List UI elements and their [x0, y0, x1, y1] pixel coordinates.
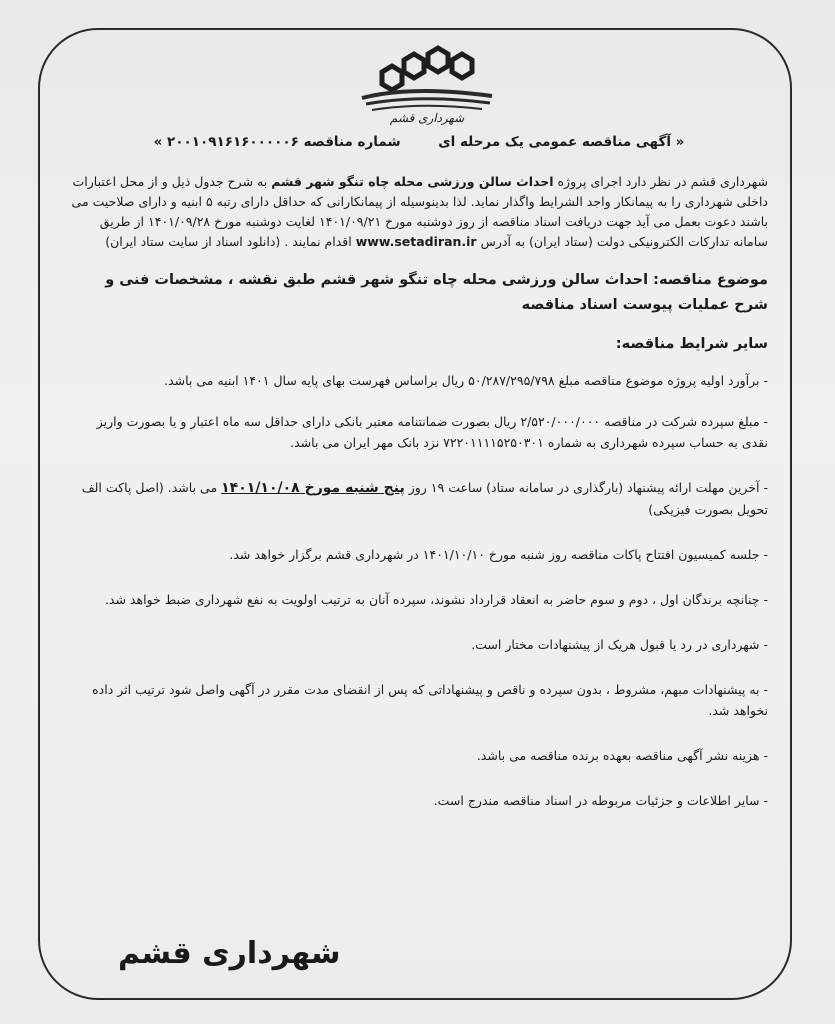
intro-paragraph: [70, 172, 768, 252]
condition-item: - به پیشنهادات مبهم، مشروط ، بدون سپرده و ناقص و پیشنهاداتی که پس از انقضای مدت مقرر در آگهی واصل شود ترتیب اثر داده نخواهد شد.: [92, 682, 768, 718]
intro-text-2: به شرح جدول ذیل و از محل اعتبارات داخلی شهرداری را به پیمانکار واجد الشرایط واگذار نماید. لذا بدینوسیله از پیمانکارانی که حداقل دارای رتبه ۵ ابنیه و دارای صلاحیت می باشند دعوت بعمل می آید جهت دریافت اسناد مناقصه از روز دوشنبه مورخ ۱۴۰۱/۰۹/۲۱ لغایت دوشنبه مورخ ۱۴۰۱/۰۹/۲۸ از طریق سامانه تدارکات الکترونیکی دولت (ستاد ایران) به آدرس: [71, 174, 768, 249]
deadline-condition: [70, 477, 768, 520]
condition-item: - شهرداری در رد یا قبول هریک از پیشنهادات مختار است.: [471, 637, 768, 652]
logo-caption: شهرداری قشم: [389, 111, 465, 125]
announcement-body: [70, 128, 768, 831]
condition-item: - چنانچه برندگان اول ، دوم و سوم حاضر به انعقاد قرارداد نشوند، سپرده آنان به ترتیب اولویت به نفع شهرداری ضبط خواهد شد.: [104, 592, 768, 607]
announcement-header: [70, 134, 768, 150]
tender-number: شماره مناقصه ۲۰۰۱۰۹۱۶۱۶۰۰۰۰۰۶ »: [153, 134, 401, 150]
deadline-text-post: می باشد. (اصل پاکت الف تحویل بصورت فیزیکی): [81, 480, 768, 517]
municipality-logo: [352, 40, 502, 125]
other-conditions-heading: سایر شرایط مناقصه:: [615, 336, 768, 352]
condition-item: - هزینه نشر آگهی مناقصه بعهده برنده مناقصه می باشد.: [476, 748, 768, 763]
signature-municipality: شهرداری قشم: [118, 936, 341, 971]
intro-text-3: اقدام نمایند . (دانلود اسناد از سایت ستاد ایران): [105, 234, 352, 249]
intro-text-1: شهرداری قشم در نظر دارد اجرای پروژه: [557, 174, 768, 189]
condition-item: - برآورد اولیه پروژه موضوع مناقصه مبلغ ۵۰/۲۸۷/۲۹۵/۷۹۸ ریال براساس فهرست بهای پایه سال ۱۴۰۱ ابنیه می باشد.: [164, 373, 768, 388]
announcement-title: « آگهی مناقصه عمومی یک مرحله ای: [438, 134, 685, 150]
condition-item: - سایر اطلاعات و جزئیات مربوطه در اسناد مناقصه مندرج است.: [433, 793, 768, 808]
setadiran-link[interactable]: www.setadiran.ir: [355, 234, 477, 249]
deadline-date: پنج شنبه مورخ ۱۴۰۱/۱۰/۰۸: [221, 480, 405, 496]
hexagon-chain-logo-icon: [352, 40, 502, 125]
tender-subject: موضوع مناقصه: احداث سالن ورزشی محله چاه تنگو شهر قشم طبق نقشه ، مشخصات فنی و شرح عملیات پیوست اسناد مناقصه: [105, 272, 768, 313]
deadline-text-pre: - آخرین مهلت ارائه پیشنهاد (بارگذاری در سامانه ستاد) ساعت ۱۹ روز: [408, 480, 768, 495]
condition-item: - جلسه کمیسیون افتتاح پاکات مناقصه روز شنبه مورخ ۱۴۰۱/۱۰/۱۰ در شهرداری قشم برگزار خواهد شد.: [229, 547, 768, 562]
condition-item: - مبلغ سپرده شرکت در مناقصه ۲/۵۲۰/۰۰۰/۰۰۰ ریال بصورت ضمانتنامه معتبر بانکی دارای حداقل سه ماه اعتبار و یا بصورت واریز نقدی به حساب سپرده شهرداری به شماره ۷۲۲۰۱۱۱۱۵۲۵۰۳۰۱ نزد بانک مهر ایران می باشد.: [96, 414, 768, 450]
intro-project-name: احداث سالن ورزشی محله چاه تنگو شهر قشم: [271, 174, 554, 189]
